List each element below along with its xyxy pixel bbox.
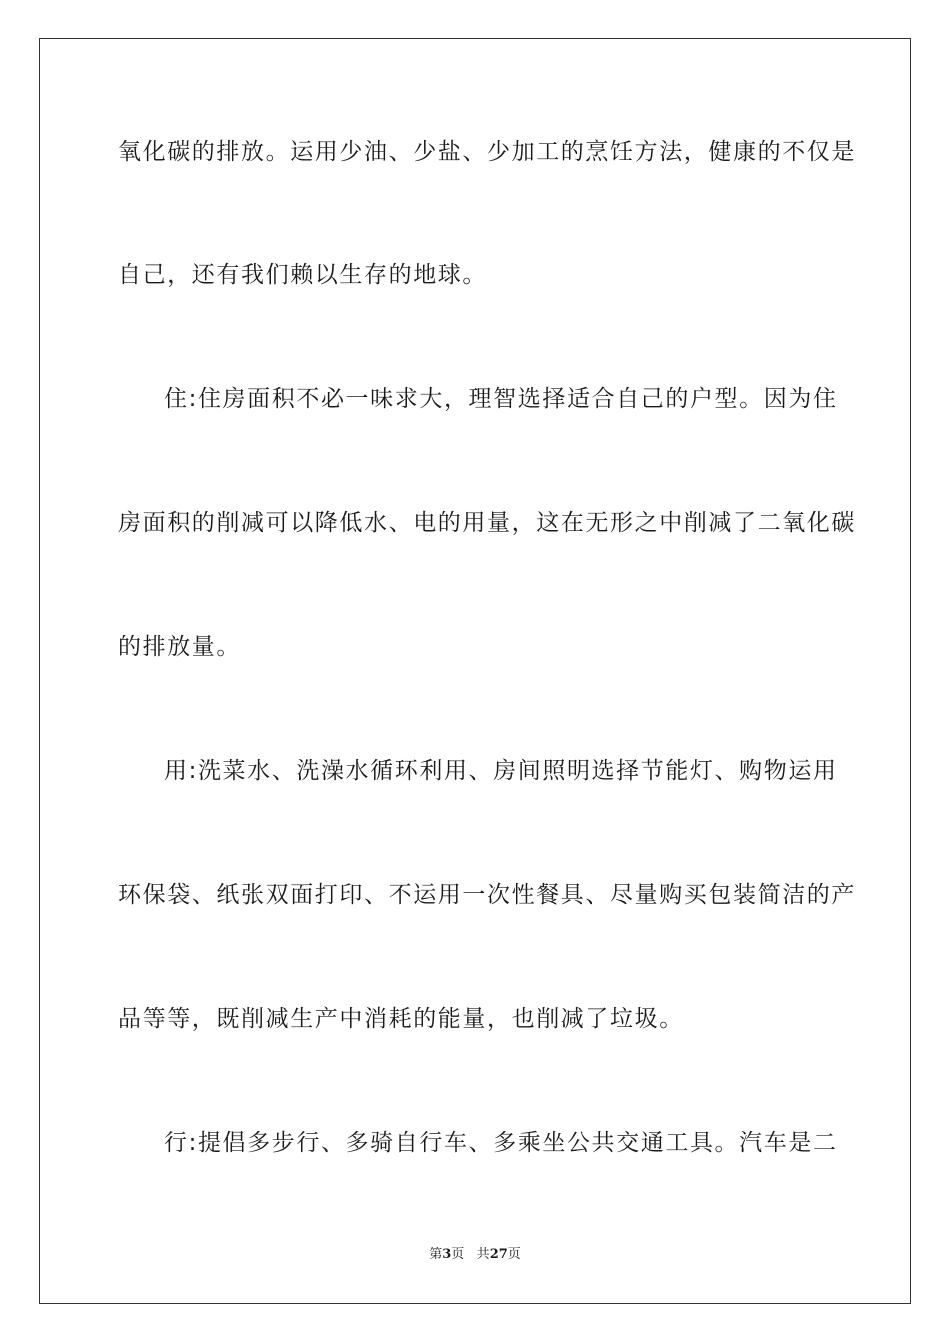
- body-line: 环保袋、纸张双面打印、不运用一次性餐具、尽量购买包装简洁的产: [118, 882, 856, 908]
- body-line: 氧化碳的排放。运用少油、少盐、少加工的烹饪方法，健康的不仅是: [118, 139, 856, 165]
- body-line: 住:住房面积不必一味求大，理智选择适合自己的户型。因为住: [164, 386, 838, 412]
- footer-page-suffix: 页: [451, 1247, 465, 1262]
- body-line: 房面积的削减可以降低水、电的用量，这在无形之中削减了二氧化碳: [118, 510, 856, 536]
- body-line: 用:洗菜水、洗澡水循环利用、房间照明选择节能灯、购物运用: [164, 758, 838, 784]
- body-line: 的排放量。: [118, 634, 241, 660]
- page-footer: [0, 1243, 950, 1262]
- footer-total-pages: 27: [489, 1247, 508, 1262]
- body-line: 行:提倡多步行、多骑自行车、多乘坐公共交通工具。汽车是二: [164, 1130, 838, 1156]
- footer-total-suffix: 页: [507, 1247, 521, 1262]
- footer-page-prefix: 第: [429, 1247, 443, 1262]
- footer-page-number: 3: [442, 1247, 452, 1262]
- body-line: 品等等，既削减生产中消耗的能量，也削减了垃圾。: [118, 1006, 684, 1032]
- page-border: [39, 38, 911, 1304]
- body-line: 自己，还有我们赖以生存的地球。: [118, 262, 487, 288]
- footer-total-prefix: 共: [476, 1247, 490, 1262]
